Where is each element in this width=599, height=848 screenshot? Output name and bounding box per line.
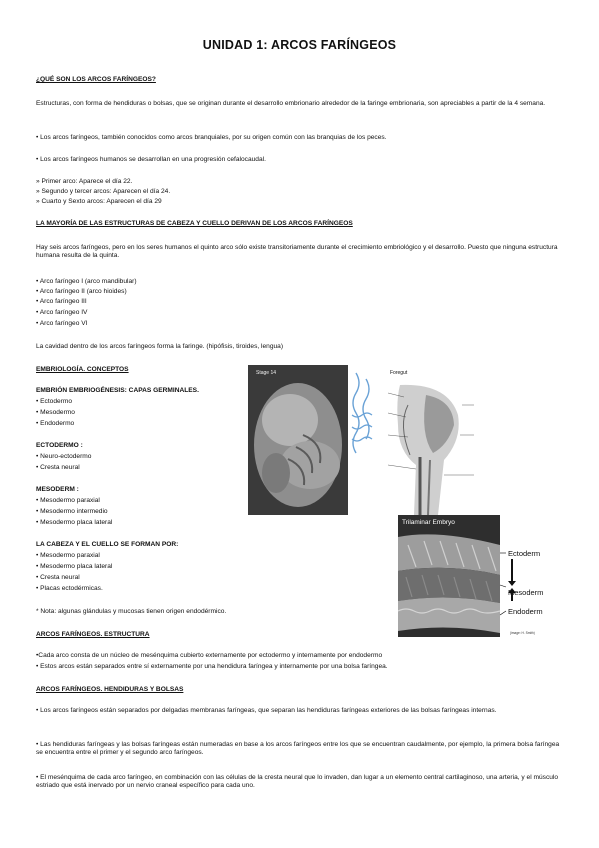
list-item: • Mesodermo intermedio [36, 508, 108, 515]
subheading: EMBRIÓN EMBRIOGÉNESIS: CAPAS GERMINALES. [36, 387, 199, 394]
trilaminar-embryo-figure [398, 515, 560, 637]
bullet-item: • Los arcos faríngeos, también conocidos como arcos branquiales, por su origen común con las branquias de los peces. [36, 134, 387, 141]
subheading: LA CABEZA Y EL CUELLO SE FORMAN POR: [36, 541, 179, 548]
section-heading-embriologia: EMBRIOLOGÍA. CONCEPTOS [36, 366, 129, 373]
note: * Nota: algunas glándulas y mucosas tienen origen endodérmico. [36, 608, 227, 615]
subheading: ECTODERMO : [36, 442, 83, 449]
mesoderm-label: Mesoderm [508, 588, 544, 597]
ectoderm-label: Ectoderm [508, 549, 541, 558]
bullet-item: • Estos arcos están separados entre sí externamente por una hendidura faríngea y internamente por una bolsa faríngea. [36, 663, 388, 670]
list-item: • Endodermo [36, 420, 75, 427]
list-item: • Mesodermo placa lateral [36, 563, 113, 570]
day-item: » Cuarto y Sexto arcos: Aparecen el día 29 [36, 198, 162, 205]
section-heading-hendiduras: ARCOS FARÍNGEOS. HENDIDURAS Y BOLSAS [36, 686, 184, 693]
trilaminar-title: Trilaminar Embryo [402, 519, 455, 526]
foregut-label: Foregut [390, 370, 408, 376]
list-item: • Cresta neural [36, 464, 80, 471]
section-heading-estructuras: LA MAYORÍA DE LAS ESTRUCTURAS DE CABEZA Y CUELLO DERIVAN DE LOS ARCOS FARÍNGEOS [36, 220, 353, 227]
section-heading-que-son: ¿QUÉ SON LOS ARCOS FARÍNGEOS? [36, 76, 156, 83]
page-title: UNIDAD 1: ARCOS FARÍNGEOS [202, 38, 397, 52]
bullet-item: • El mesénquima de cada arco faríngeo, en combinación con las células de la cresta neural que lo invaden, dan lugar a un elemento central cartilaginoso, una arteria, y el músculo estriado que está inervado por un nervio craneal específico para cada uno. [36, 774, 559, 789]
stage-label: Stage 14 [256, 370, 277, 376]
day-item: » Segundo y tercer arcos: Aparecen el día 24. [36, 188, 171, 195]
list-item: • Arco faríngeo III [36, 298, 87, 305]
paragraph: Hay seis arcos faríngeos, pero en los seres humanos el quinto arco sólo existe transitoriamente durante el crecimiento embriológico y el desarrollo. Puesto que ninguna estructura humana resulta de la quinta. [36, 244, 558, 259]
section-heading-estructura: ARCOS FARÍNGEOS. ESTRUCTURA [36, 631, 150, 638]
list-item: • Mesodermo [36, 409, 75, 416]
bullet-item: • Las hendiduras faríngeas y las bolsas faríngeas están numeradas en base a los arcos faríngeos entre los que se encuentran caudalmente, por ejemplo, la primera bolsa faríngea se encuentra entre el primer y el segundo arco faríngeos. [36, 741, 560, 756]
list-item: • Ectodermo [36, 398, 73, 405]
day-item: » Primer arco: Aparece el día 22. [36, 178, 133, 185]
list-item: • Arco faríngeo I (arco mandibular) [36, 278, 137, 285]
list-item: • Mesodermo paraxial [36, 497, 100, 504]
list-item: • Arco faríngeo VI [36, 320, 88, 327]
bullet-item: •Cada arco consta de un núcleo de mesénquima cubierto externamente por ectodermo y internamente por endodermo [36, 652, 383, 659]
embryo-foregut-figure [248, 365, 480, 515]
list-item: • Mesodermo placa lateral [36, 519, 113, 526]
bullet-item: • Los arcos faríngeos humanos se desarrollan en una progresión cefalocaudal. [36, 156, 266, 163]
bullet-item: • Los arcos faríngeos están separados por delgadas membranas faríngeas, que separan las hendiduras faríngeas exteriores de las bolsas faríngeas internas. [36, 707, 497, 714]
paragraph: Estructuras, con forma de hendiduras o bolsas, que se originan durante el desarrollo embrionario alrededor de la faringe embrionaria, son apreciables a partir de la 4 semana. [36, 100, 546, 107]
list-item: • Arco faríngeo II (arco hioides) [36, 288, 127, 295]
list-item: • Placas ectodérmicas. [36, 585, 103, 592]
list-item: • Mesodermo paraxial [36, 552, 100, 559]
list-item: • Cresta neural [36, 574, 80, 581]
image-credit: (image: H. Smith) [510, 631, 535, 635]
endoderm-label: Endoderm [508, 607, 543, 616]
list-item: • Arco faríngeo IV [36, 309, 88, 316]
subheading: MESODERM : [36, 486, 79, 493]
paragraph: La cavidad dentro de los arcos faríngeos forma la faringe. (hipófisis, tiroides, lengua) [36, 343, 284, 350]
list-item: • Neuro-ectodermo [36, 453, 92, 460]
